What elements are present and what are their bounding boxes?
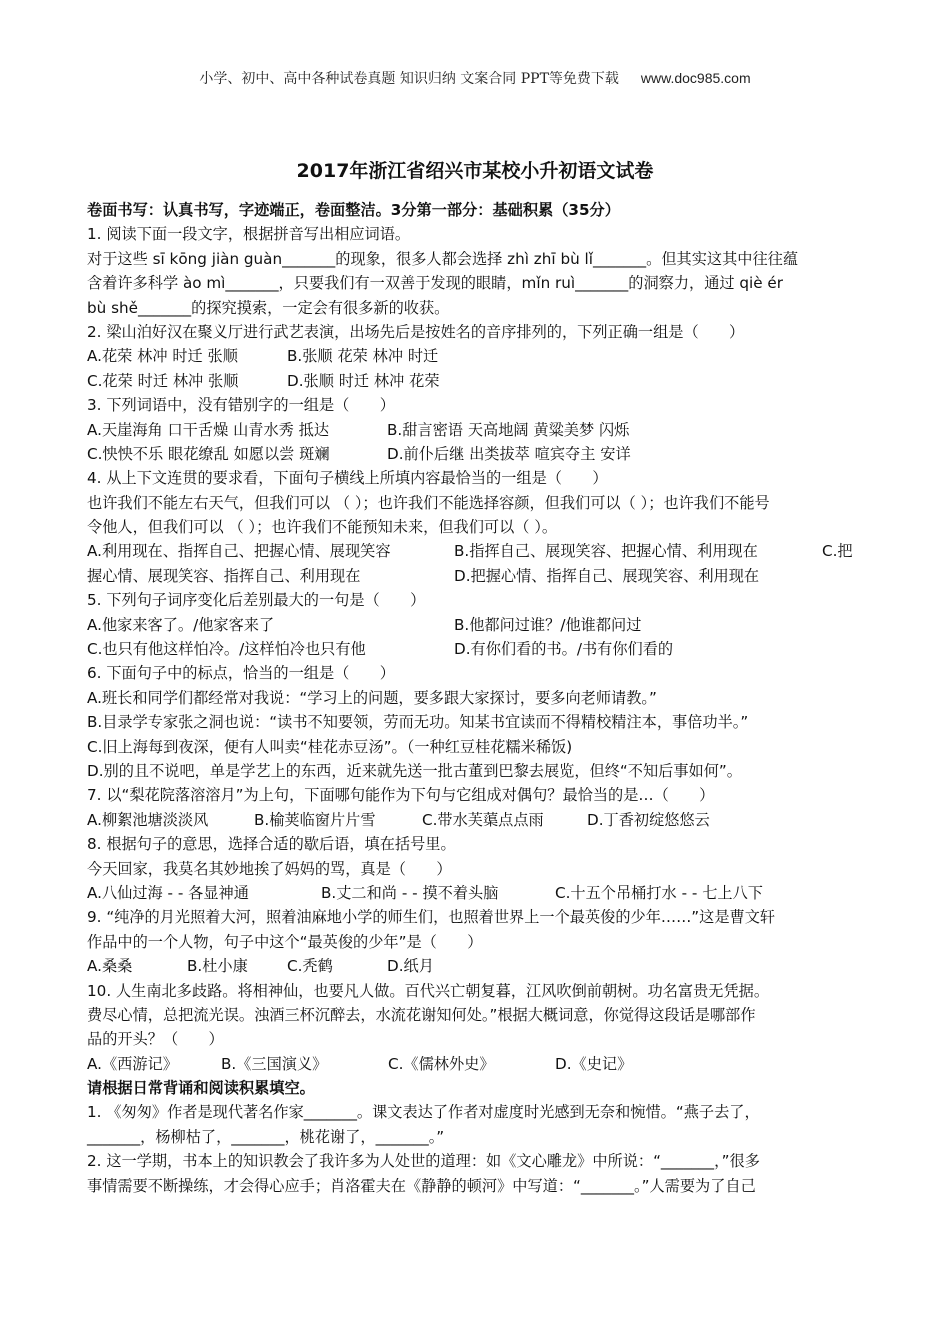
option-a: A.《西游记》 <box>87 1054 178 1073</box>
option-a: A.利用现在、指挥自己、把握心情、展现笑容 <box>87 542 391 561</box>
option-b: B.指挥自己、展现笑容、把握心情、利用现在 <box>454 542 758 561</box>
question-5: 5. 下列句子词序变化后差别最大的一句是（ ） <box>87 591 426 610</box>
fill-question-1-text: _______，杨柳枯了，_______，桃花谢了，_______。” <box>87 1127 445 1146</box>
section-heading: 卷面书写：认真书写，字迹端正，卷面整洁。3分第一部分：基础积累（35分） <box>87 201 620 219</box>
question-4: 4. 从上下文连贯的要求看，下面句子横线上所填内容最恰当的一组是（ ） <box>87 469 608 488</box>
option-b: B.张顺 花荣 林冲 时迁 <box>287 347 439 366</box>
question-1-text: 对于这些 sī kōng jiàn guàn_______的现象，很多人都会选择 zhì zhī bù lǐ_______。但其实这其中往往蕴 <box>87 249 799 268</box>
option-a: A.班长和同学们都经常对我说：“学习上的问题，要多跟大家探讨，要多向老师请教。” <box>87 688 657 707</box>
option-b: B.丈二和尚 - - 摸不着头脑 <box>321 883 499 902</box>
option-c: C.旧上海每到夜深，便有人叫卖“桂花赤豆汤”。（一种红豆桂花糯米稀饭) <box>87 737 573 756</box>
question-1: 1. 阅读下面一段文字，根据拼音写出相应词语。 <box>87 225 411 244</box>
question-8-text: 今天回家，我莫名其妙地挨了妈妈的骂，真是（ ） <box>87 859 452 878</box>
question-4-text: 令他人，但我们可以 （ ）；也许我们不能预知未来，但我们可以（ ）。 <box>87 518 558 537</box>
question-5-options <box>87 637 865 661</box>
section-heading-2: 请根据日常背诵和阅读积累填空。 <box>87 1079 315 1098</box>
question-1-text: bù shě_______的探究摸索，一定会有很多新的收获。 <box>87 298 450 317</box>
option-b: B.目录学专家张之洞也说：“读书不知要领，劳而无功。知某书宜读而不得精校精注本，事倍功半。” <box>87 713 749 732</box>
question-4-options <box>87 564 865 588</box>
option-c: C.十五个吊桶打水 - - 七上八下 <box>555 883 763 902</box>
option-b: B.杜小康 <box>187 957 248 976</box>
option-b: B.他都问过谁？/他谁都问过 <box>454 615 642 634</box>
question-2-options <box>87 344 865 368</box>
option-c: C.花荣 时迁 林冲 张顺 <box>87 371 239 390</box>
question-8: 8. 根据句子的意思，选择合适的歇后语，填在括号里。 <box>87 835 456 854</box>
question-1-text: 含着许多科学 ào mì_______，只要我们有一双善于发现的眼睛，mǐn ruì_______的洞察力，通过 qiè ér <box>87 274 784 293</box>
option-d: D.有你们看的书。/书有你们看的 <box>454 640 674 659</box>
header-site-link[interactable]: www.doc985.com <box>640 70 751 86</box>
question-10-text: 费尽心情，总把流光误。浊酒三杯沉醉去，水流花谢知何处。”根据大概词意，你觉得这段话是哪部作 <box>87 1005 756 1024</box>
option-c: C.也只有他这样怕冷。/这样怕冷也只有他 <box>87 640 366 659</box>
question-4-options <box>87 539 865 563</box>
option-b: B.《三国演义》 <box>221 1054 328 1073</box>
question-9-options <box>87 954 865 978</box>
option-d: D.前仆后继 出类拔萃 喧宾夺主 安详 <box>387 444 631 463</box>
question-3-options <box>87 442 865 466</box>
option-d: D.把握心情、指挥自己、展现笑容、利用现在 <box>454 566 760 585</box>
page-header <box>0 68 950 88</box>
question-10: 10. 人生南北多歧路。将相神仙，也要凡人做。百代兴亡朝复暮，江风吹倒前朝树。功名富贵无凭据。 <box>87 981 770 1000</box>
question-2: 2. 梁山泊好汉在聚义厅进行武艺表演，出场先后是按姓名的音序排列的，下列正确一组是（ ） <box>87 322 745 341</box>
option-b: B.榆荚临窗片片雪 <box>254 810 376 829</box>
option-c: C.怏怏不乐 眼花缭乱 如愿以尝 斑斓 <box>87 444 330 463</box>
option-a: A.花荣 林冲 时迁 张顺 <box>87 347 238 366</box>
question-8-options <box>87 881 865 905</box>
option-a: A.柳絮池塘淡淡风 <box>87 810 209 829</box>
option-c: C.《儒林外史》 <box>388 1054 495 1073</box>
question-9: 9. “纯净的月光照着大河，照着油麻地小学的师生们，也照着世界上一个最英俊的少年……”这是曹文轩 <box>87 908 776 927</box>
question-3-options <box>87 418 865 442</box>
fill-question-1: 1. 《匆匆》作者是现代著名作家_______。课文表达了作者对虚度时光感到无奈和惋惜。“燕子去了， <box>87 1103 760 1122</box>
fill-question-2-text: 事情需要不断操练，才会得心应手；肖洛霍夫在《静静的顿河》中写道：“_______。”人需要为了自己 <box>87 1176 756 1195</box>
option-c-continued: 握心情、展现笑容、指挥自己、利用现在 <box>87 566 361 585</box>
option-c: C.把 <box>822 542 853 561</box>
question-4-text: 也许我们不能左右天气，但我们可以 （ ）；也许我们不能选择容颜，但我们可以（ ）；也许我们不能号 <box>87 493 770 512</box>
question-9-text: 作品中的一个人物，句子中这个“最英俊的少年”是（ ） <box>87 932 483 951</box>
question-10-options <box>87 1052 865 1076</box>
exam-content <box>87 198 865 1198</box>
fill-question-2: 2. 这一学期，书本上的知识教会了我许多为人处世的道理：如《文心雕龙》中所说：“_______，”很多 <box>87 1152 760 1171</box>
question-2-options <box>87 369 865 393</box>
option-c: C.带水芙蕖点点雨 <box>422 810 544 829</box>
exam-title: 2017年浙江省绍兴市某校小升初语文试卷 <box>296 160 654 182</box>
question-3: 3. 下列词语中，没有错别字的一组是（ ） <box>87 396 395 415</box>
option-a: A.八仙过海 - - 各显神通 <box>87 883 249 902</box>
question-10-text: 品的开头？（ ） <box>87 1030 224 1049</box>
option-b: B.甜言密语 天高地阔 黄粱美梦 闪烁 <box>387 420 630 439</box>
header-text: 小学、初中、高中各种试卷真题 知识归纳 文案合同 PPT等免费下载 <box>199 71 619 87</box>
question-5-options <box>87 613 865 637</box>
option-d: D.纸月 <box>387 957 434 976</box>
option-a: A.他家来客了。/他家客来了 <box>87 615 275 634</box>
option-d: D.张顺 时迁 林冲 花荣 <box>287 371 440 390</box>
question-7-options <box>87 808 865 832</box>
question-7: 7. 以“梨花院落溶溶月”为上句，下面哪句能作为下句与它组成对偶句？最恰当的是…（ ） <box>87 786 715 805</box>
question-6: 6. 下面句子中的标点，恰当的一组是（ ） <box>87 664 395 683</box>
option-a: A.桑桑 <box>87 957 133 976</box>
option-c: C.秃鹤 <box>287 957 333 976</box>
option-d: D.丁香初绽悠悠云 <box>587 810 710 829</box>
option-d: D.《史记》 <box>555 1054 633 1073</box>
option-a: A.天崖海角 口干舌燥 山青水秀 抵达 <box>87 420 330 439</box>
option-d: D.别的且不说吧，单是学艺上的东西，近来就先送一批古董到巴黎去展览，但终“不知后事如何”。 <box>87 761 742 780</box>
